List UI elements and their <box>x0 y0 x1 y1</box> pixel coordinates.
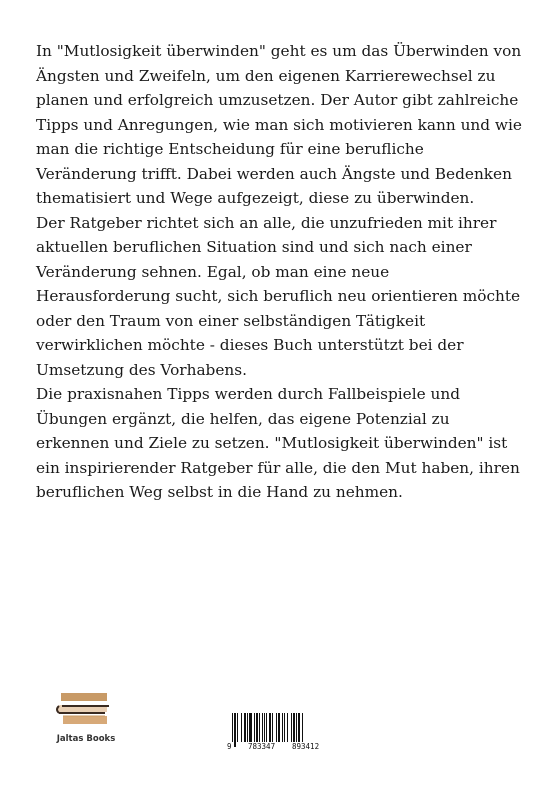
publisher-name: Jaltas Books <box>56 734 116 744</box>
barcode-digit-left-group: 783347 <box>248 742 276 751</box>
blurb-paragraph-1: In "Mutlosigkeit überwinden" geht es um das Überwinden von Ängsten und Zweifeln, um den eigenen Karrierewechsel zu planen und erfolgreich umzusetzen. Der Autor gibt zahlreiche Tipps und Anregungen, wie man sich motivieren kann und wie man die richtige Entscheidung für eine berufliche Veränderung trifft. Dabei werden auch Ängste und Bedenken thematisiert und Wege aufgezeigt, diese zu überwinden. <box>36 42 522 207</box>
stacked-books-icon <box>49 683 123 733</box>
barcode-digit-prefix: 9 <box>227 742 232 751</box>
publisher-logo <box>49 683 123 745</box>
isbn-barcode <box>226 713 332 753</box>
blurb-paragraph-2: Der Ratgeber richtet sich an alle, die unzufrieden mit ihrer aktuellen beruflichen Situation sind und sich nach einer Veränderung sehnen. Egal, ob man eine neue Herausforderung sucht, sich beruflich neu orientieren möchte oder den Traum von einer selbständigen Tätigkeit verwirklichen möchte - dieses Buch unterstützt bei der Umsetzung des Vorhabens. <box>36 213 521 379</box>
back-cover-blurb <box>36 39 526 505</box>
blurb-paragraph-3: Die praxisnahen Tipps werden durch Fallbeispiele und Übungen ergänzt, die helfen, das eigene Potenzial zu erkennen und Ziele zu setzen. "Mutlosigkeit überwinden" ist ein inspirierender Ratgeber für alle, die den Mut haben, ihren beruflichen Weg selbst in die Hand zu nehmen. <box>36 385 520 501</box>
barcode-digit-right-group: 893412 <box>292 742 320 751</box>
